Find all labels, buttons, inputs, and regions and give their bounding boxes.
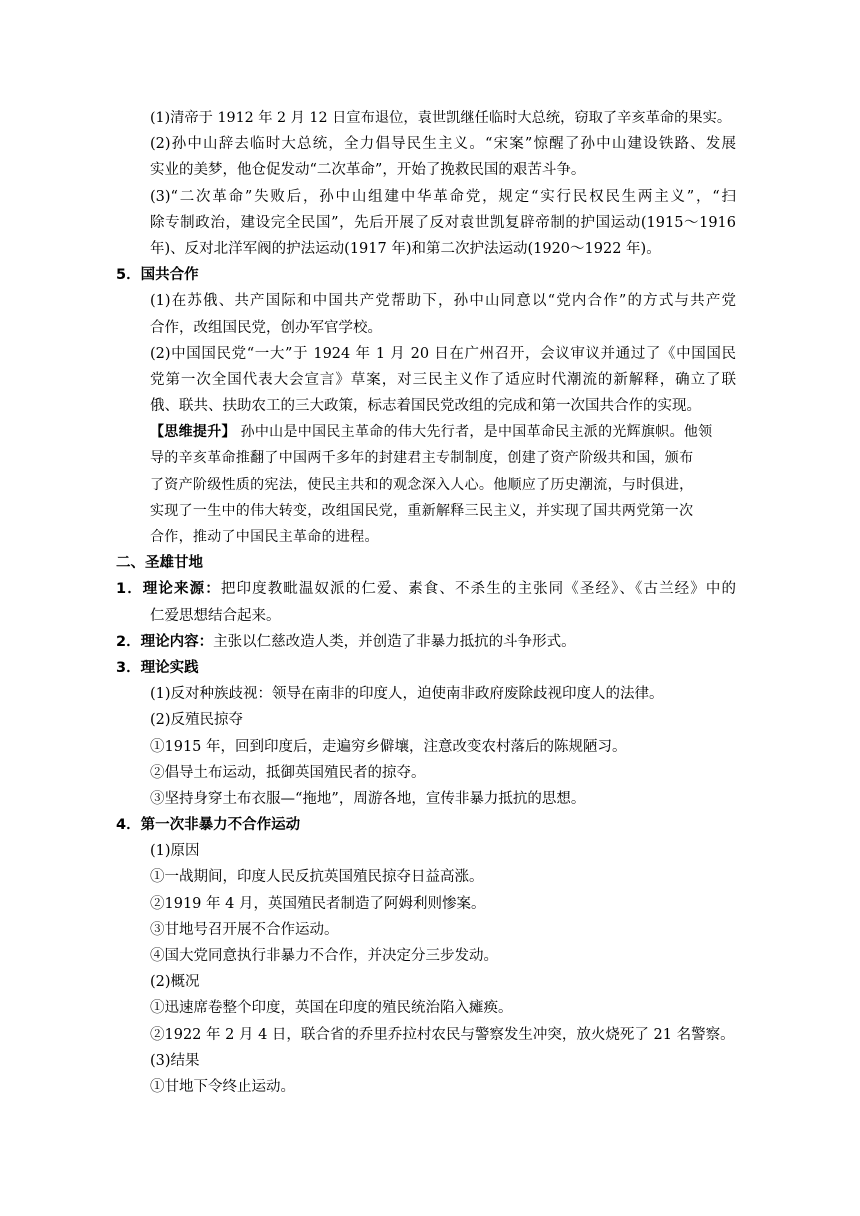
section-heading: 4．第一次非暴力不合作运动 bbox=[116, 817, 301, 834]
paragraph-line: 实业的美梦，他仓促发动“二次革命”，开始了挽救民国的艰苦斗争。 bbox=[150, 162, 586, 179]
paragraph-line: ④国大党同意执行非暴力不合作，并决定分三步发动。 bbox=[150, 948, 498, 964]
paragraph-line: (2)反殖民掠夺 bbox=[150, 712, 244, 729]
paragraph-line: 党第一次全国代表大会宣言》草案，对三民主义作了适应时代潮流的新解释，确立了联 bbox=[150, 371, 736, 388]
paragraph-line: (1)清帝于 1912 年 2 月 12 日宣布退位，袁世凯继任临时大总统，窃取了辛亥革命的果实。 bbox=[150, 110, 732, 126]
thinking-box-line: 实现了一生中的伟大转变，改组国民党，重新解释三民主义，并实现了国共两党第一次 bbox=[150, 502, 694, 519]
paragraph-line: (2)孙中山辞去临时大总统，全力倡导民生主义。“宋案”惊醒了孙中山建设铁路、发展 bbox=[150, 136, 736, 153]
section-heading: 3．理论实践 bbox=[116, 659, 199, 676]
paragraph-line: 年)、反对北洋军阀的护法运动(1917 年)和第二次护法运动(1920～1922 年)。 bbox=[150, 240, 661, 257]
thinking-label: 【思维提升】 bbox=[150, 424, 236, 441]
paragraph-line bbox=[116, 629, 736, 655]
paragraph-line: ①甘地下令终止运动。 bbox=[150, 1078, 295, 1095]
paragraph-line: ①一战期间，印度人民反抗英国殖民掠夺日益高涨。 bbox=[150, 869, 484, 886]
paragraph-line: (2)概况 bbox=[150, 974, 200, 991]
thinking-box-line bbox=[116, 419, 736, 445]
paragraph-line: ②倡导土布运动，抵御英国殖民者的掠夺。 bbox=[150, 764, 426, 781]
thinking-text: 孙中山是中国民主革命的伟大先行者，是中国革命民主派的光辉旗帜。他领 bbox=[240, 424, 713, 441]
paragraph-line: (1)反对种族歧视：领导在南非的印度人，迫使南非政府废除歧视印度人的法律。 bbox=[150, 686, 664, 703]
paragraph-line bbox=[116, 576, 736, 602]
paragraph-line: 仁爱思想结合起来。 bbox=[150, 607, 281, 624]
paragraph-line: ①迅速席卷整个印度，英国在印度的殖民统治陷入瘫痪。 bbox=[150, 1000, 513, 1017]
paragraph-line: (2)中国国民党“一大”于 1924 年 1 月 20 日在广州召开，会议审议并通过了《中国国民 bbox=[150, 345, 736, 362]
paragraph-line: ①1915 年，回到印度后，走遍穷乡僻壤，注意改变农村落后的陈规陋习。 bbox=[150, 738, 627, 755]
paragraph-line: ②1919 年 4 月，英国殖民者制造了阿姆利则惨案。 bbox=[150, 895, 486, 912]
thinking-box-line: 导的辛亥革命推翻了中国两千多年的封建君主专制制度，创建了资产阶级共和国，颁布 bbox=[150, 450, 694, 467]
paragraph-line: 除专制政治，建设完全民国”，先后开展了反对袁世凯复辟帝制的护国运动(1915～1916 bbox=[150, 214, 736, 231]
chapter-heading: 二、圣雄甘地 bbox=[116, 555, 203, 572]
paragraph-line: ③坚持身穿土布衣服—“拖地”，周游各地，宣传非暴力抵抗的思想。 bbox=[150, 790, 586, 807]
document-body bbox=[116, 105, 736, 1100]
item-heading: 2．理论内容： bbox=[116, 633, 214, 650]
paragraph-line: ③甘地号召开展不合作运动。 bbox=[150, 921, 339, 938]
thinking-box-line: 了资产阶级性质的宪法，使民主共和的观念深入人心。他顺应了历史潮流，与时俱进， bbox=[150, 476, 694, 493]
paragraph-line: (1)原因 bbox=[150, 843, 200, 860]
paragraph-line: 合作，改组国民党，创办军官学校。 bbox=[150, 319, 382, 336]
paragraph-line: (3)结果 bbox=[150, 1052, 200, 1069]
paragraph-line: ②1922 年 2 月 4 日，联合省的乔里乔拉村农民与警察发生冲突，放火烧死了 21 名警察。 bbox=[150, 1026, 735, 1043]
item-text: 把印度教毗温奴派的仁爱、素食、不杀生的主张同《圣经》、《古兰经》中的 bbox=[220, 581, 737, 598]
item-text: 主张以仁慈改造人类，并创造了非暴力抵抗的斗争形式。 bbox=[213, 633, 576, 650]
paragraph-line: (3)“二次革命”失败后，孙中山组建中华革命党，规定“实行民权民生两主义”，“扫 bbox=[150, 188, 736, 205]
paragraph-line: (1)在苏俄、共产国际和中国共产党帮助下，孙中山同意以“党内合作”的方式与共产党 bbox=[150, 293, 736, 310]
paragraph-line: 俄、联共、扶助农工的三大政策，标志着国民党改组的完成和第一次国共合作的实现。 bbox=[150, 398, 701, 415]
section-heading: 5．国共合作 bbox=[116, 267, 199, 284]
thinking-box-line: 合作，推动了中国民主革命的进程。 bbox=[150, 529, 379, 545]
item-heading: 1．理论来源： bbox=[116, 581, 221, 598]
